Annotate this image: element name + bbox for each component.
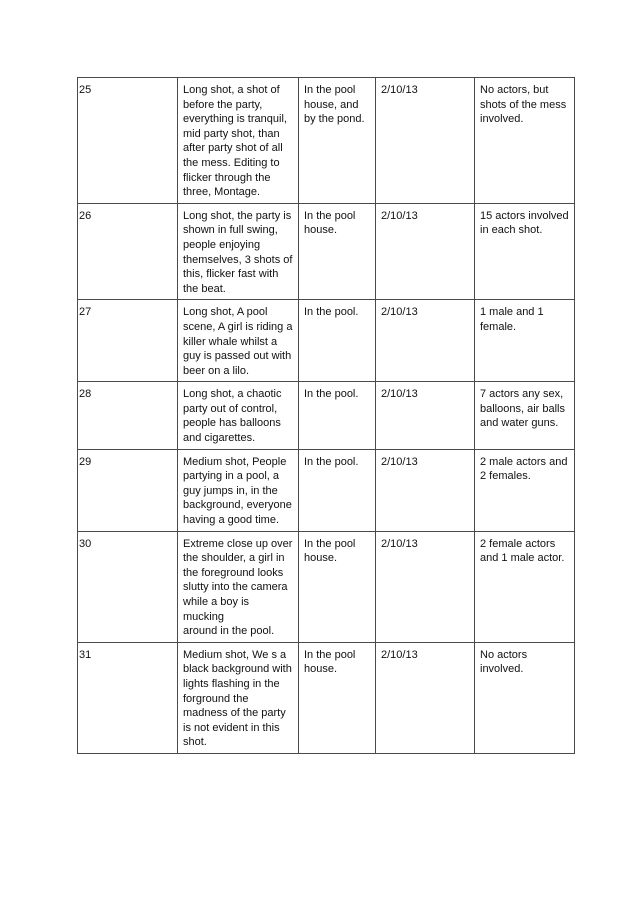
shot-actors: No actors, but shots of the mess involved. [475,78,575,204]
shot-actors: 15 actors involved in each shot. [475,203,575,300]
shot-description: Medium shot, We s a black background with lights flashing in the forground the madness of the party is not evident in this shot. [178,642,299,753]
shot-number: 29 [78,449,178,531]
shot-location: In the pool house, and by the pond. [299,78,376,204]
table-row [78,382,575,449]
shot-number: 31 [78,642,178,753]
table-row [78,203,575,300]
shot-location: In the pool house. [299,642,376,753]
shot-description: Long shot, A pool scene, A girl is riding a killer whale whilst a guy is passed out with beer on a lilo. [178,300,299,382]
shot-actors: No actors involved. [475,642,575,753]
shot-date: 2/10/13 [376,382,475,449]
shot-date: 2/10/13 [376,300,475,382]
table-row [78,531,575,642]
table-row [78,642,575,753]
shot-date: 2/10/13 [376,642,475,753]
shot-number: 30 [78,531,178,642]
shot-date: 2/10/13 [376,203,475,300]
table-row [78,78,575,204]
shot-actors: 2 female actors and 1 male actor. [475,531,575,642]
shot-location: In the pool. [299,300,376,382]
shot-location: In the pool. [299,382,376,449]
shot-list-table [77,77,575,754]
shot-location: In the pool house. [299,531,376,642]
shot-description: Extreme close up over the shoulder, a girl in the foreground looks slutty into the camera while a boy is mucking around in the pool. [178,531,299,642]
shot-number: 25 [78,78,178,204]
shot-actors: 2 male actors and 2 females. [475,449,575,531]
shot-description: Long shot, the party is shown in full swing, people enjoying themselves, 3 shots of this, flicker fast with the beat. [178,203,299,300]
shot-description: Medium shot, People partying in a pool, a guy jumps in, in the background, everyone having a good time. [178,449,299,531]
shot-actors: 1 male and 1 female. [475,300,575,382]
shot-number: 26 [78,203,178,300]
shot-actors: 7 actors any sex, balloons, air balls and water guns. [475,382,575,449]
shot-number: 27 [78,300,178,382]
shot-date: 2/10/13 [376,449,475,531]
shot-location: In the pool house. [299,203,376,300]
table-row [78,449,575,531]
shot-description: Long shot, a shot of before the party, everything is tranquil, mid party shot, than after party shot of all the mess. Editing to flicker through the three, Montage. [178,78,299,204]
shot-number: 28 [78,382,178,449]
shot-description: Long shot, a chaotic party out of control, people has balloons and cigarettes. [178,382,299,449]
shot-date: 2/10/13 [376,531,475,642]
shot-location: In the pool. [299,449,376,531]
shot-date: 2/10/13 [376,78,475,204]
table-row [78,300,575,382]
